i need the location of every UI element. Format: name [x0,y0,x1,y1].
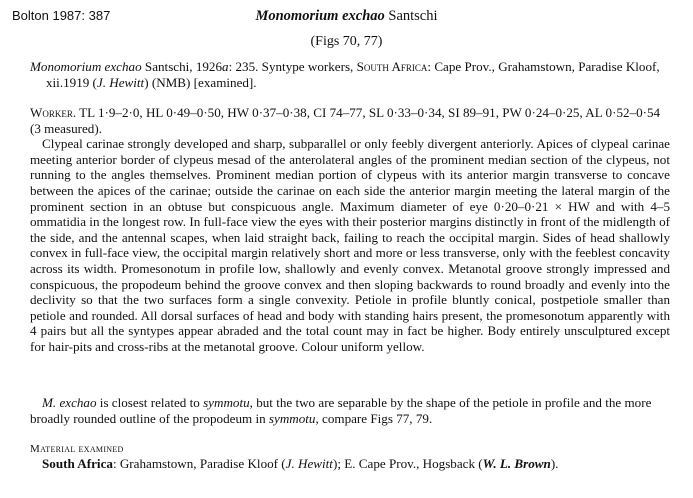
species-author: Santschi [384,8,438,24]
synonymy-name: Monomorium exchao [30,59,142,74]
material-country: South Africa [42,456,113,471]
remark-name-3: symmotu [268,410,316,426]
material-text-3: ). [550,456,559,471]
synonymy-citation: Santschi, 1926 [141,59,223,74]
remark-text-2: , but the two are separable by the shape of the petiole in profile and the more broadly rounded outline of the propodeum in [30,395,652,426]
measurement-values: TL 1·9–2·0, HL 0·49–0·50, HW 0·37–0·38, CI 74–77, SL 0·33–0·34, SI 89–91, PW 0·24–0·25, AL 0·52–0·54 (3 measured). [30,105,661,136]
synonymy-text-2: : Cape Prov., Grahamstown, Paradise Kloof, xii.1919 ( [46,59,660,90]
remark-name-1: M. exchao [42,395,97,410]
remark-text-1: is closest related to [96,395,204,410]
material-collector-2: W. L. Brown [482,456,551,471]
material-collector-1: J. Hewitt [285,456,333,471]
diagnostic-remark [30,395,670,426]
synonymy-collector: J. Hewitt [96,74,145,90]
synonymy-text-3: ) (NMB) [examined]. [144,74,257,90]
material-examined [30,456,670,472]
species-title [0,8,693,25]
material-text-1: : Grahamstown, Paradise Kloof ( [112,456,286,471]
material-text-2: ); E. Cape Prov., Hogsback ( [332,456,483,471]
remark-name-2: symmotu [203,395,250,410]
worker-description-text: Clypeal carinae strongly developed and sharp, subparallel or only feebly divergent anteriorly. Apices of clypeal carinae meeting anterior border of clypeus mesad of the anterolateral angles of the prominent median section of the clypeus, not running to the angles themselves. Prominent median portion of clypeus with its anterior margin transverse to concave between the apices of the carinae; outside the carinae on each side the anterior margin meeting the lateral margin of the prominent section in an obtuse but conspicuous angle. Maximum diameter of eye 0·20–0·21 × HW and with 4–5 ommatidia in the longest row. In full-face view the eyes with their posterior margins distinctly in front of the midlength of the side, and the antennal scapes, when laid straight back, failing to reach the occipital margin. Sides of head shallowly convex in full-face view, the occipital margin relatively short and more or less transverse, only with the feeblest concavity across its width. Promesonotum in profile low, shallowly and evenly convex. Metanotal groove strongly impressed and conspicuous, the propodeum behind the groove convex and then sloping backwards to round broadly and evenly into the declivity so that the two surfaces form a single convexity. Petiole in profile bluntly conical, postpetiole smaller than petiole and rounded. All dorsal surfaces of head and body with standing hairs present, the promesonotum apparently with 4 pairs but all the syntypes appear abraded and the total count may in fact be higher. Body entirely unsculptured except for hair-pits and cross-ribs at the metanotal groove. Colour uniform yellow. [30,136,670,354]
figure-reference: (Figs 70, 77) [310,34,383,49]
synonymy-text-1: : 235. Syntype workers, [228,59,357,74]
source-reference: Bolton 1987: 387 [12,8,111,23]
species-name: Monomorium exchao [255,8,385,24]
remark-text-3: , compare Figs 77, 79. [315,410,433,426]
worker-measurements [30,105,670,136]
synonymy-region: South Africa [356,59,428,74]
synonymy-entry [30,59,686,90]
synonymy-letter: a [222,59,229,74]
material-heading: Material examined [30,443,124,455]
worker-description [30,105,670,355]
worker-label: Worker. [30,105,77,120]
